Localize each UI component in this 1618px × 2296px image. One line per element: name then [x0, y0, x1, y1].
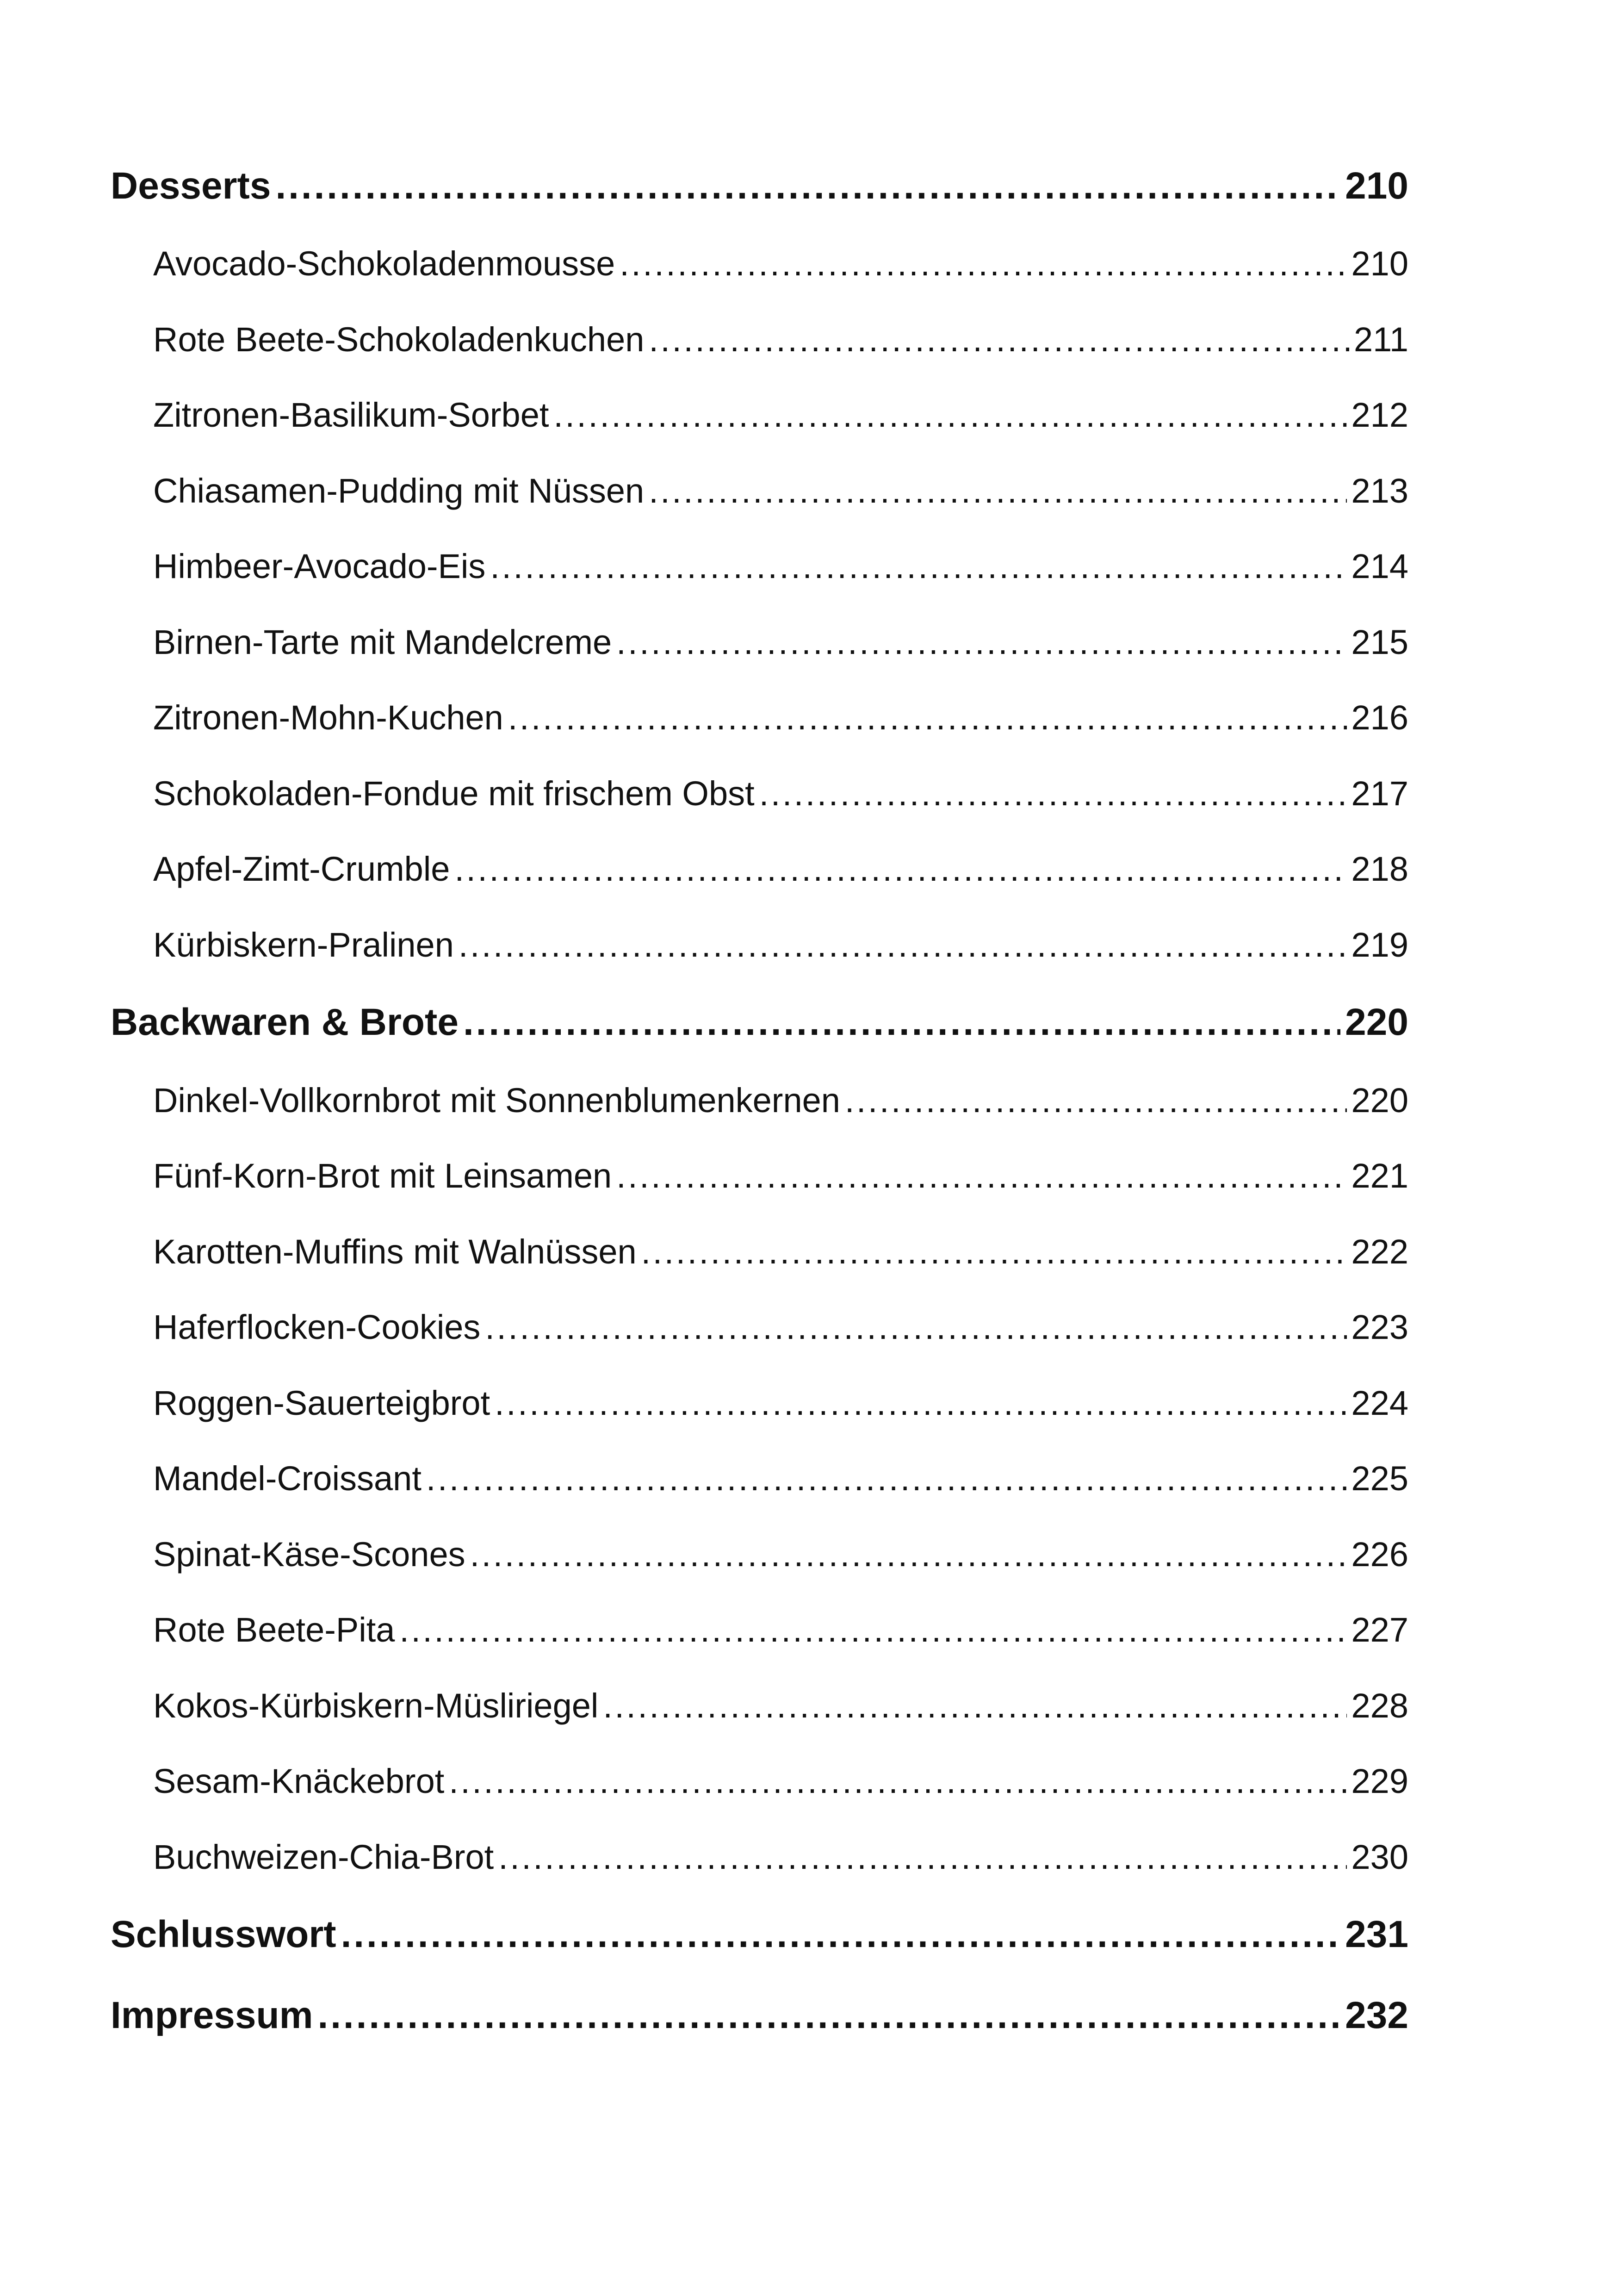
toc-chapter-title: Desserts	[111, 165, 271, 207]
dot-leader	[459, 925, 1347, 964]
toc-entry[interactable]	[111, 1459, 1408, 1505]
toc-entry[interactable]	[111, 1383, 1408, 1430]
toc-entry[interactable]	[111, 395, 1408, 442]
toc-entry-title: Fünf-Korn-Brot mit Leinsamen	[153, 1157, 612, 1195]
dot-leader	[603, 1686, 1346, 1725]
toc-page-number: 231	[1345, 1913, 1408, 1955]
dot-leader	[620, 244, 1346, 283]
dot-leader	[454, 849, 1346, 889]
dot-leader	[399, 1610, 1346, 1649]
toc-entry[interactable]	[111, 547, 1408, 593]
toc-entry-title: Zitronen-Basilikum-Sorbet	[153, 396, 549, 434]
dot-leader	[498, 1837, 1346, 1877]
toc-page-number: 221	[1351, 1157, 1408, 1195]
dot-leader	[649, 320, 1349, 359]
toc-entry-title: Rote Beete-Pita	[153, 1611, 395, 1649]
toc-page-number: 216	[1351, 698, 1408, 737]
toc-entry[interactable]	[111, 622, 1408, 669]
toc-entry-title: Kürbiskern-Pralinen	[153, 926, 454, 964]
toc-entry[interactable]	[111, 1156, 1408, 1202]
dot-leader	[759, 774, 1347, 813]
toc-entry[interactable]	[111, 1232, 1408, 1278]
dot-leader	[426, 1459, 1347, 1498]
toc-page-number: 225	[1351, 1459, 1408, 1498]
toc-page-number: 232	[1345, 1994, 1408, 2036]
toc-page-number: 210	[1351, 244, 1408, 283]
toc-entry[interactable]	[111, 1307, 1408, 1354]
toc-page-number: 226	[1351, 1535, 1408, 1574]
dot-leader	[495, 1383, 1346, 1423]
toc-entry-title: Mandel-Croissant	[153, 1459, 422, 1498]
toc-entry-title: Haferflocken-Cookies	[153, 1308, 481, 1346]
toc-entry[interactable]	[111, 320, 1408, 366]
dot-leader	[641, 1232, 1347, 1271]
dot-leader	[649, 471, 1346, 510]
toc-page-number: 213	[1351, 472, 1408, 510]
toc-entry[interactable]	[111, 1837, 1408, 1884]
dot-leader	[470, 1535, 1347, 1574]
toc-page-number: 222	[1351, 1232, 1408, 1271]
toc-page-number: 223	[1351, 1308, 1408, 1346]
toc-entry-title: Chiasamen-Pudding mit Nüssen	[153, 472, 645, 510]
dot-leader	[616, 622, 1346, 662]
toc-entry[interactable]	[111, 471, 1408, 517]
toc-chapter-title: Impressum	[111, 1994, 313, 2036]
toc-chapter-schlusswort[interactable]	[111, 1913, 1408, 1964]
toc-page-number: 214	[1351, 547, 1408, 585]
toc-page-number: 224	[1351, 1384, 1408, 1422]
toc-entry[interactable]	[111, 244, 1408, 290]
dot-leader	[508, 698, 1347, 737]
toc-entry-title: Schokoladen-Fondue mit frischem Obst	[153, 774, 755, 813]
toc-entry[interactable]	[111, 1761, 1408, 1808]
toc-page-number: 230	[1351, 1838, 1408, 1876]
toc-page-number: 220	[1345, 1001, 1408, 1043]
toc-entry-title: Avocado-Schokoladenmousse	[153, 244, 615, 283]
dot-leader	[463, 1001, 1340, 1044]
toc-entry[interactable]	[111, 1535, 1408, 1581]
toc-page-number: 228	[1351, 1686, 1408, 1725]
toc-chapter-backwaren[interactable]	[111, 1001, 1408, 1052]
toc-entry[interactable]	[111, 698, 1408, 744]
toc-page-number: 211	[1354, 320, 1408, 359]
dot-leader	[616, 1156, 1346, 1195]
dot-leader	[318, 1994, 1341, 2037]
dot-leader	[490, 547, 1346, 586]
toc-page-number: 217	[1351, 774, 1408, 813]
toc-entry-title: Karotten-Muffins mit Walnüssen	[153, 1232, 637, 1271]
toc-page-number: 212	[1351, 396, 1408, 434]
toc-chapter-title: Schlusswort	[111, 1913, 336, 1955]
toc-chapter-title: Backwaren & Brote	[111, 1001, 459, 1043]
toc-entry-title: Spinat-Käse-Scones	[153, 1535, 465, 1574]
toc-entry-title: Birnen-Tarte mit Mandelcreme	[153, 623, 612, 661]
toc-entry[interactable]	[111, 1686, 1408, 1732]
toc-page-number: 218	[1351, 850, 1408, 888]
toc-page-number: 220	[1351, 1081, 1408, 1120]
toc-chapter-desserts[interactable]	[111, 164, 1408, 215]
toc-entry[interactable]	[111, 1081, 1408, 1127]
toc-page-number: 219	[1351, 926, 1408, 964]
toc-entry[interactable]	[111, 1610, 1408, 1656]
toc-page-number: 210	[1345, 165, 1408, 207]
dot-leader	[485, 1307, 1346, 1347]
toc-entry-title: Apfel-Zimt-Crumble	[153, 850, 450, 888]
toc-entry-title: Roggen-Sauerteigbrot	[153, 1384, 490, 1422]
toc-entry-title: Buchweizen-Chia-Brot	[153, 1838, 494, 1876]
toc-page-number: 227	[1351, 1611, 1408, 1649]
toc-entry-title: Kokos-Kürbiskern-Müsliriegel	[153, 1686, 599, 1725]
toc-entry[interactable]	[111, 925, 1408, 971]
dot-leader	[449, 1761, 1346, 1801]
dot-leader	[845, 1081, 1347, 1120]
dot-leader	[341, 1913, 1341, 1956]
dot-leader	[275, 164, 1340, 208]
toc-entry[interactable]	[111, 774, 1408, 820]
toc-entry-title: Dinkel-Vollkornbrot mit Sonnenblumenkernen	[153, 1081, 840, 1120]
toc-page-number: 215	[1351, 623, 1408, 661]
toc-chapter-impressum[interactable]	[111, 1994, 1408, 2045]
toc-entry[interactable]	[111, 849, 1408, 896]
dot-leader	[553, 395, 1346, 435]
toc-page-number: 229	[1351, 1762, 1408, 1800]
toc-entry-title: Zitronen-Mohn-Kuchen	[153, 698, 503, 737]
toc-entry-title: Sesam-Knäckebrot	[153, 1762, 445, 1800]
toc-entry-title: Rote Beete-Schokoladenkuchen	[153, 320, 645, 359]
toc-entry-title: Himbeer-Avocado-Eis	[153, 547, 486, 585]
